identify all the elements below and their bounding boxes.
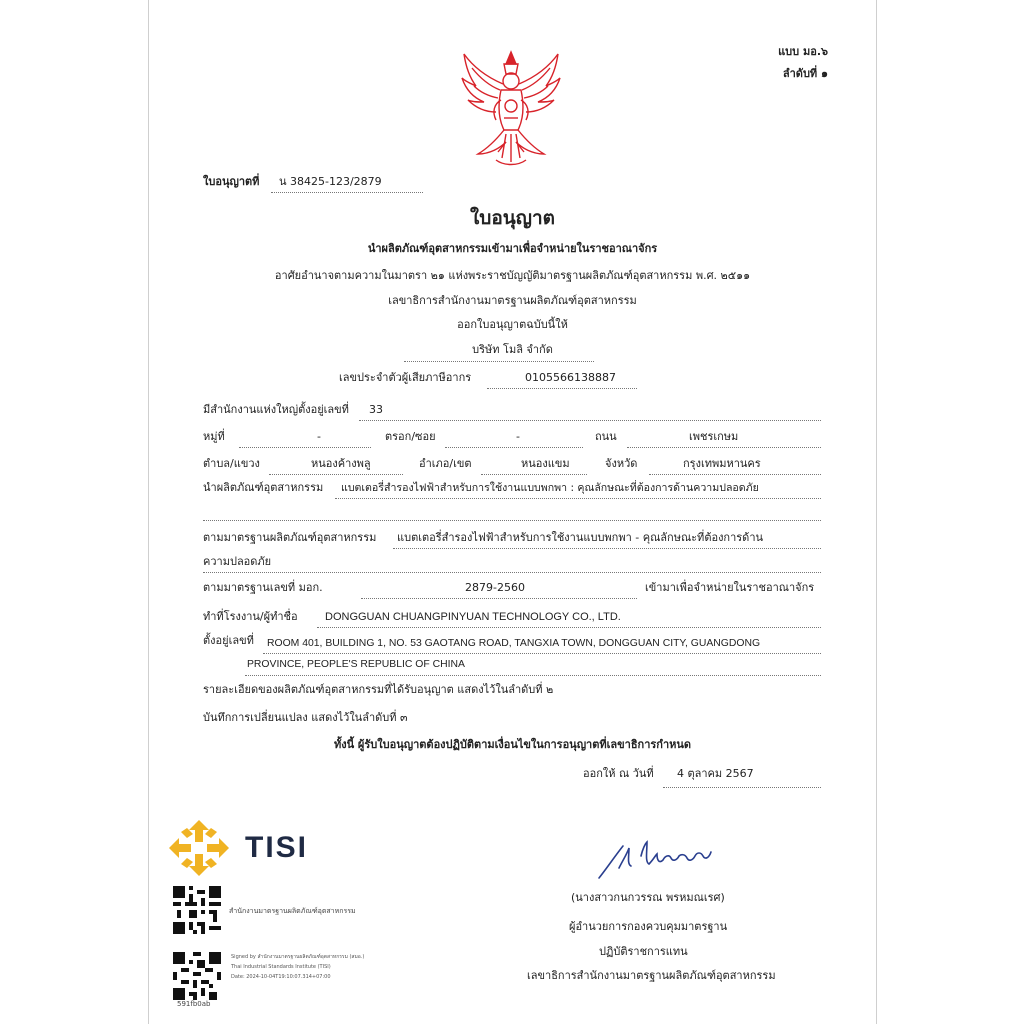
company-name: บริษัท โมลิ จำกัด (472, 343, 553, 356)
document-subtitle: นำผลิตภัณฑ์อุตสาหกรรมเข้ามาเพื่อจำหน่ายในราชอาณาจักร (367, 242, 658, 255)
issued-date: 4 ตุลาคม 2567 (677, 767, 754, 780)
factory-label: ทำที่โรงงาน/ผู้ทำชื่อ (203, 610, 298, 623)
signatory-position2: ปฏิบัติราชการแทน (599, 945, 688, 958)
standard-number-suffix: เข้ามาเพื่อจำหน่ายในราชอาณาจักร (645, 581, 815, 594)
road-label: ถนน (595, 430, 617, 443)
standard-label: ตามมาตรฐานผลิตภัณฑ์อุตสาหกรรม (203, 531, 377, 544)
document-title: ใบอนุญาต (470, 207, 555, 229)
soi-label: ตรอก/ซอย (385, 430, 436, 443)
changes-line: บันทึกการเปลี่ยนแปลง แสดงไว้ในลำดับที่ ๓ (203, 711, 408, 724)
product-label: นำผลิตภัณฑ์อุตสาหกรรม (203, 481, 324, 494)
qr-code-icon (173, 886, 221, 934)
details-line: รายละเอียดของผลิตภัณฑ์อุตสาหกรรมที่ได้รับอนุญาต แสดงไว้ในลำดับที่ ๒ (203, 683, 554, 696)
license-number-value: น 38425-123/2879 (279, 175, 382, 188)
factory-address-label: ตั้งอยู่เลขที่ (203, 634, 254, 647)
sequence-number: ลำดับที่ ๑ (782, 67, 828, 80)
signatory-position3: เลขาธิการสำนักงานมาตรฐานผลิตภัณฑ์อุตสาหกรรม (527, 969, 776, 982)
signatory-position1: ผู้อำนวยการกองควบคุมมาตรฐาน (569, 920, 728, 933)
issued-label: ออกให้ ณ วันที่ (583, 767, 654, 780)
office-label: มีสำนักงานแห่งใหญ่ตั้งอยู่เลขที่ (203, 403, 349, 416)
garuda-emblem-icon (454, 48, 569, 173)
signatory-name: (นางสาวกนกวรรณ พรหมณเรศ) (571, 891, 725, 904)
e-signature-qr-icon (173, 952, 221, 1000)
factory-address-line2: PROVINCE, PEOPLE'S REPUBLIC OF CHINA (247, 659, 465, 670)
standard-value-line2: ความปลอดภัย (203, 555, 272, 568)
office-number: 33 (369, 403, 383, 416)
e-sign-line3: Date: 2024-10-04T19:10:07.314+07:00 (231, 974, 331, 980)
e-sign-line2: Thai Industrial Standards Institute (TISI) (231, 964, 331, 970)
moo-label: หมู่ที่ (203, 430, 225, 443)
qr-caption: สำนักงานมาตรฐานผลิตภัณฑ์อุตสาหกรรม (229, 907, 356, 915)
standard-value-line1: แบตเตอรี่สำรองไฟฟ้าสำหรับการใช้งานแบบพกพา - คุณลักษณะที่ต้องการด้าน (397, 531, 764, 544)
tisi-logo-text: TISI (245, 831, 309, 864)
district-value: หนองแขม (521, 457, 570, 470)
license-number-label: ใบอนุญาตที่ (203, 175, 260, 188)
product-value: แบตเตอรี่สำรองไฟฟ้าสำหรับการใช้งานแบบพกพา : คุณลักษณะที่ต้องการด้านความปลอดภัย (341, 482, 759, 494)
e-sign-hash: 591fb0ab (177, 1000, 211, 1008)
province-label: จังหวัด (605, 457, 638, 470)
province-value: กรุงเทพมหานคร (683, 457, 761, 470)
authority-line: อาศัยอำนาจตามความในมาตรา ๒๑ แห่งพระราชบัญญัติมาตรฐานผลิตภัณฑ์อุตสาหกรรม พ.ศ. ๒๕๑๑ (274, 269, 751, 282)
issue-line: ออกใบอนุญาตฉบับนี้ให้ (457, 318, 568, 331)
form-code: แบบ มอ.๖ (778, 45, 828, 58)
moo-value: - (317, 430, 321, 443)
secretary-line: เลขาธิการสำนักงานมาตรฐานผลิตภัณฑ์อุตสาหกรรม (388, 294, 637, 307)
tisi-emblem-icon (169, 820, 229, 876)
district-label: อำเภอ/เขต (419, 457, 472, 470)
standard-number-value: 2879-2560 (465, 581, 525, 594)
e-sign-line1: Signed by สำนักงานมาตรฐานผลิตภัณฑ์อุตสาหกรรม (สมอ.) (231, 954, 365, 960)
handwritten-signature-icon (597, 838, 721, 882)
soi-value: - (516, 430, 520, 443)
tax-id-value: 0105566138887 (525, 371, 616, 384)
subdistrict-label: ตำบล/แขวง (203, 457, 260, 470)
road-value: เพชรเกษม (689, 430, 739, 443)
tax-id-label: เลขประจำตัวผู้เสียภาษีอากร (339, 371, 472, 384)
license-document (148, 0, 877, 1024)
condition-line: ทั้งนี้ ผู้รับใบอนุญาตต้องปฏิบัติตามเงื่อนไขในการอนุญาตที่เลขาธิการกำหนด (333, 738, 692, 751)
standard-number-label: ตามมาตรฐานเลขที่ มอก. (203, 581, 323, 594)
subdistrict-value: หนองค้างพลู (311, 457, 371, 470)
factory-address-line1: ROOM 401, BUILDING 1, NO. 53 GAOTANG ROAD, TANGXIA TOWN, DONGGUAN CITY, GUANGDONG (267, 638, 761, 649)
factory-name: DONGGUAN CHUANGPINYUAN TECHNOLOGY CO., LTD. (325, 611, 621, 623)
